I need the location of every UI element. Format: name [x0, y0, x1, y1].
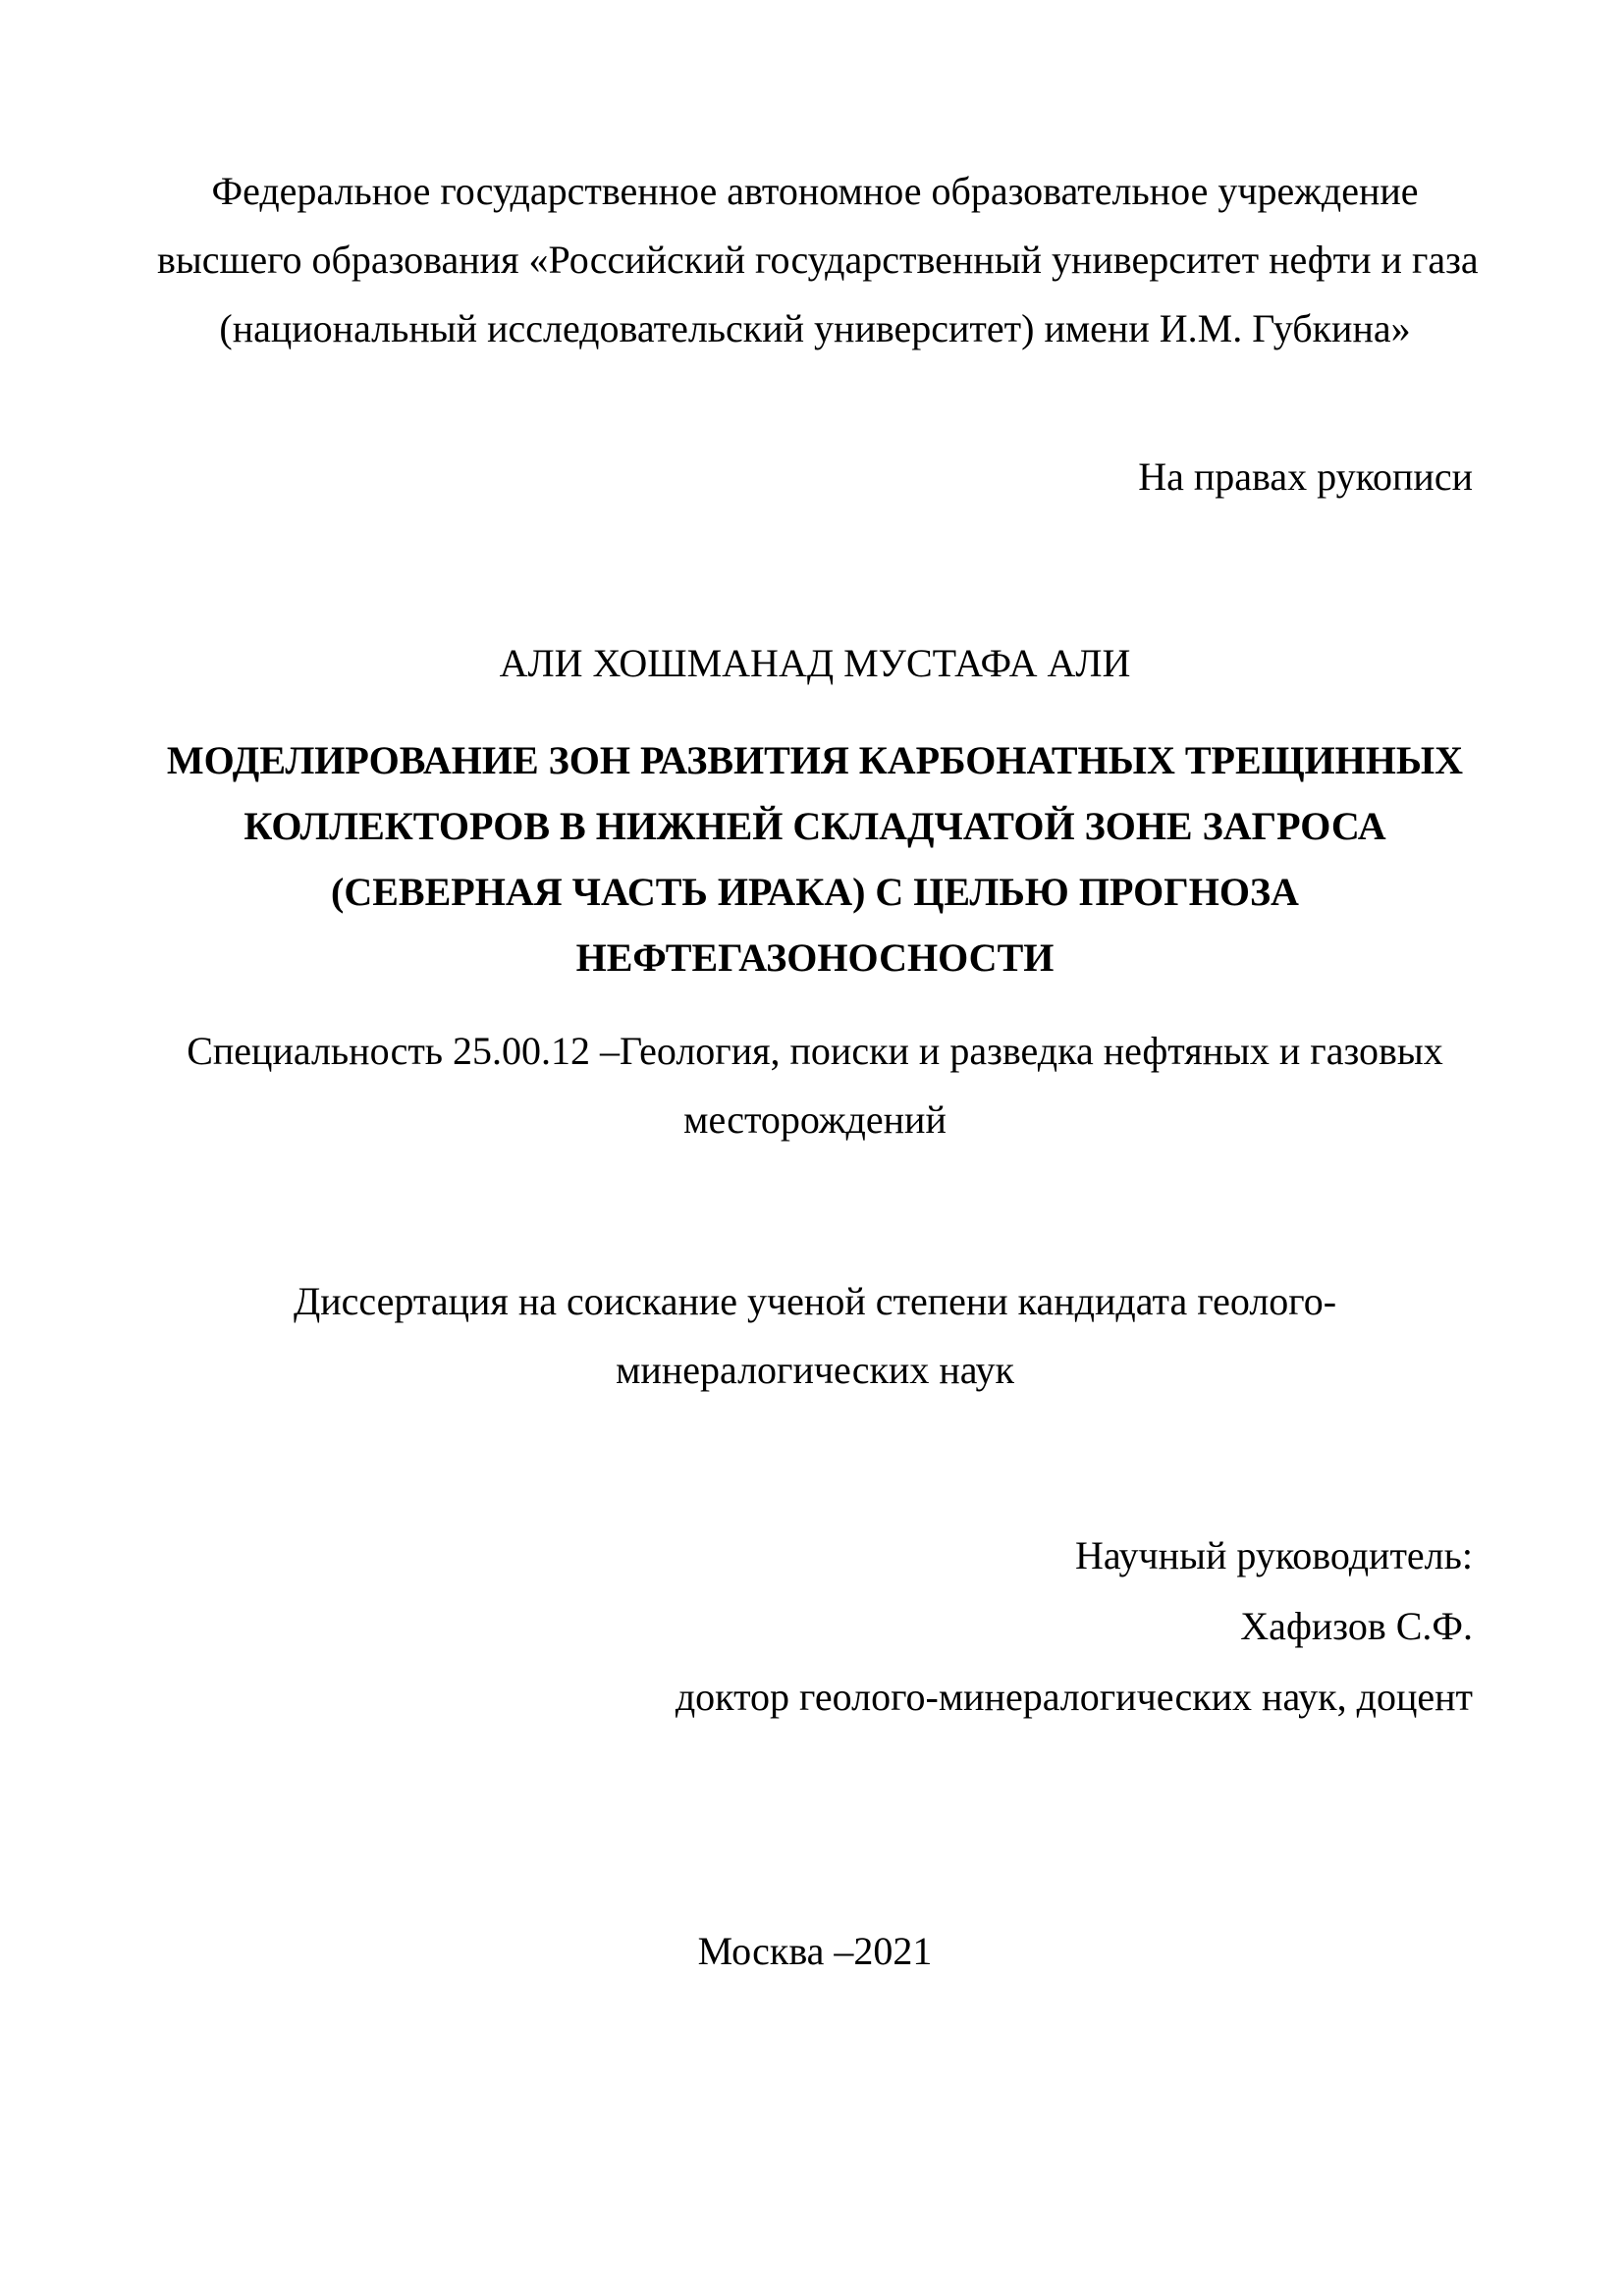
dissertation-type-line: Диссертация на соискание ученой степени кандидата геолого-: [293, 1279, 1337, 1323]
specialty-line: месторождений: [683, 1097, 947, 1142]
title-line: КОЛЛЕКТОРОВ В НИЖНЕЙ СКЛАДЧАТОЙ ЗОНЕ ЗАГРОСА: [244, 804, 1386, 848]
dissertation-type-line: минералогических наук: [616, 1348, 1014, 1392]
institution-line: Федеральное государственное автономное образовательное учреждение: [211, 169, 1419, 213]
institution-line: (национальный исследовательский университет) имени И.М. Губкина»: [219, 306, 1411, 350]
institution-line: высшего образования «Российский государственный университет нефти и газа: [157, 238, 1479, 282]
author-name: [157, 629, 1473, 698]
supervisor-name: Хафизов С.Ф.: [1240, 1604, 1473, 1648]
supervisor-block: [157, 1521, 1473, 1733]
city-year: [157, 1917, 1473, 1986]
specialty-line: Специальность 25.00.12 –Геология, поиски и разведка нефтяных и газовых: [187, 1029, 1443, 1073]
supervisor-label: Научный руководитель:: [1074, 1533, 1473, 1577]
dissertation-type: [157, 1267, 1473, 1405]
institution-header: [157, 157, 1479, 363]
title-line: (СЕВЕРНАЯ ЧАСТЬ ИРАКА) С ЦЕЛЬЮ ПРОГНОЗА: [331, 870, 1299, 914]
dissertation-title: [157, 727, 1473, 990]
author-name-text: АЛИ ХОШМАНАД МУСТАФА АЛИ: [499, 641, 1131, 685]
specialty: [157, 1017, 1473, 1154]
manuscript-rights-note: [157, 443, 1473, 511]
supervisor-degree: доктор геолого-минералогических наук, доцент: [675, 1675, 1473, 1719]
title-line: НЕФТЕГАЗОНОСНОСТИ: [575, 935, 1055, 980]
city-year-text: Москва –2021: [697, 1929, 933, 1973]
manuscript-rights-note-text: На правах рукописи: [1138, 454, 1473, 499]
title-line: МОДЕЛИРОВАНИЕ ЗОН РАЗВИТИЯ КАРБОНАТНЫХ ТРЕЩИННЫХ: [166, 738, 1464, 782]
